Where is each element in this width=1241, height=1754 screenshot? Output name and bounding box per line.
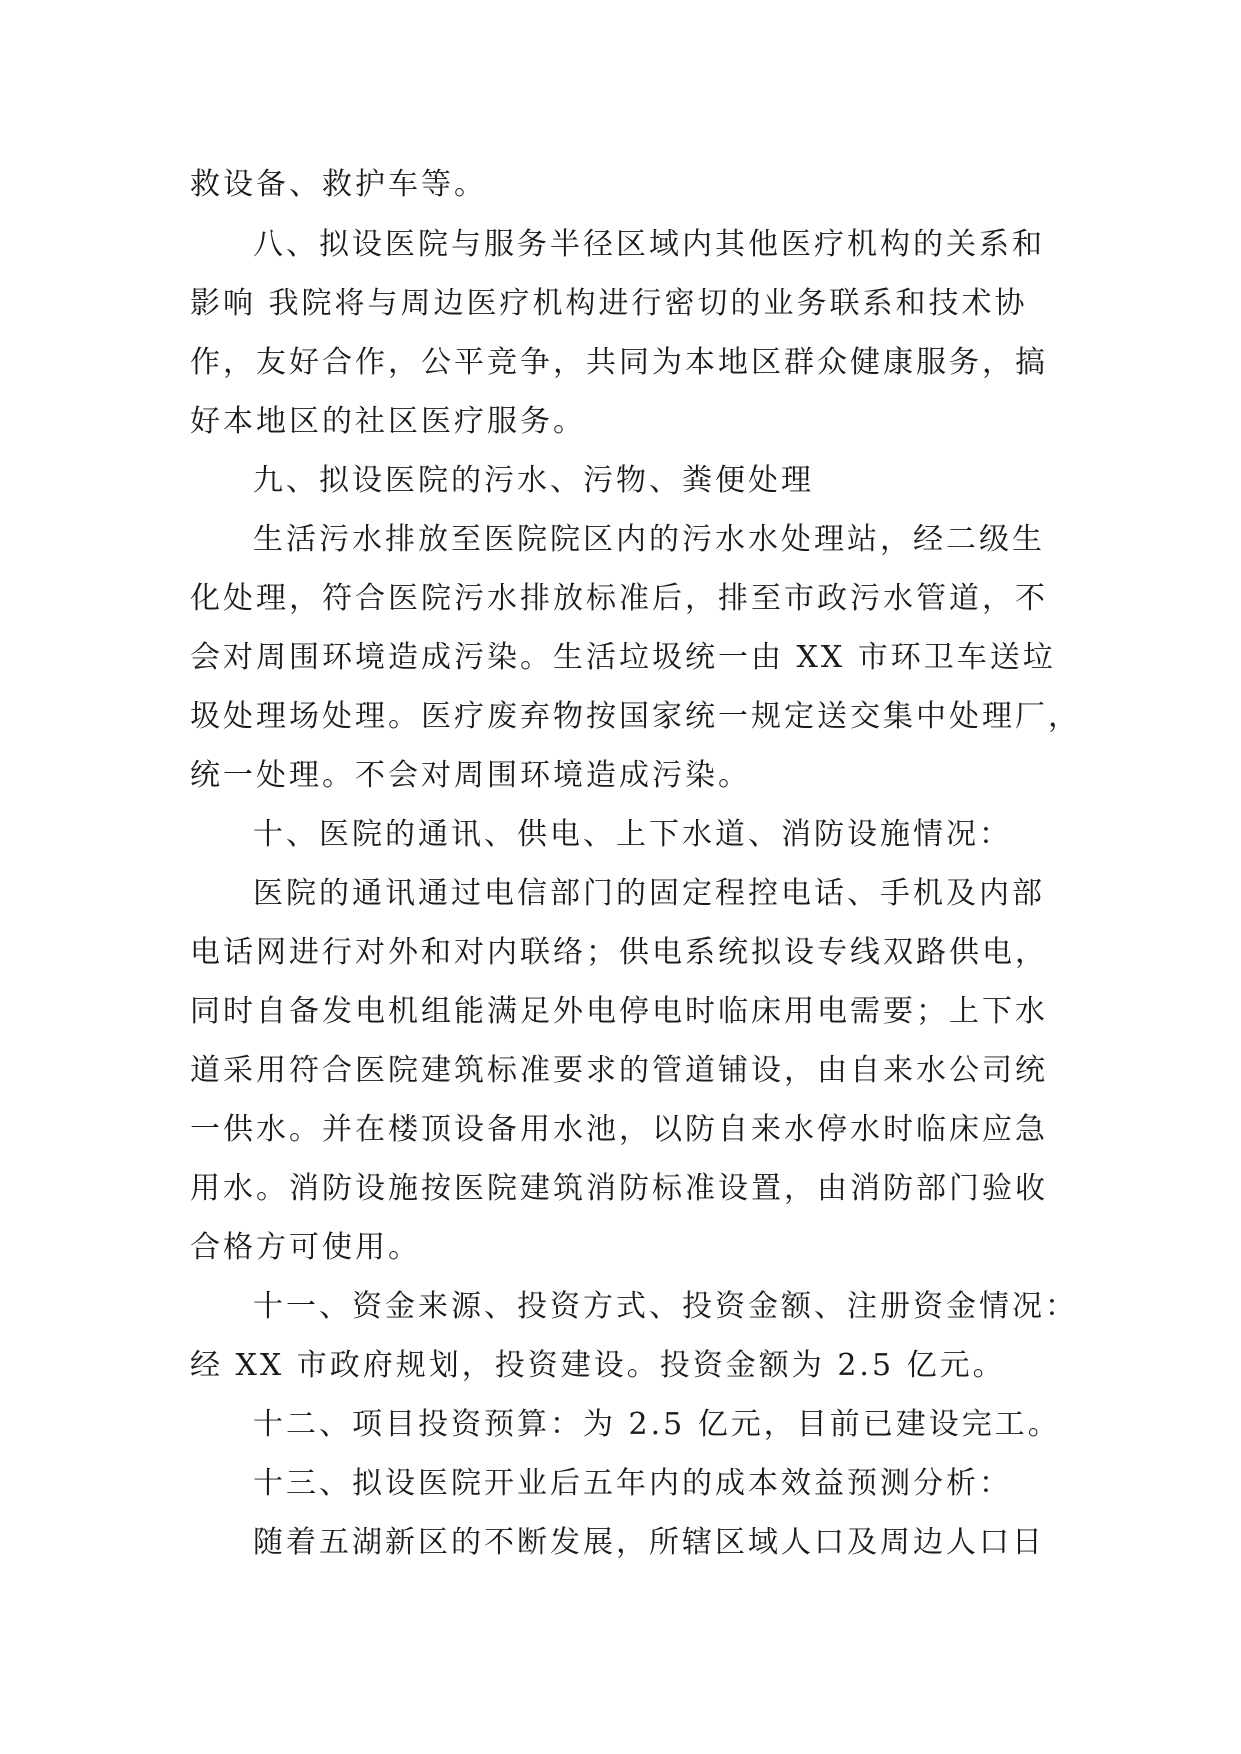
body-text-line: 救设备、救护车等。 — [190, 167, 487, 202]
body-text-line: 圾处理场处理。医疗废弃物按国家统一规定送交集中处理厂， — [190, 699, 1081, 734]
section-heading-12: 十二、项目投资预算：为 2.5 亿元，目前已建设完工。 — [253, 1407, 1061, 1442]
body-text-line: 医院的通讯通过电信部门的固定程控电话、手机及内部 — [253, 876, 1045, 911]
body-text-line: 好本地区的社区医疗服务。 — [190, 404, 586, 439]
section-heading-13: 十三、拟设医院开业后五年内的成本效益预测分析： — [253, 1466, 1012, 1501]
body-text-line: 电话网进行对外和对内联络；供电系统拟设专线双路供电， — [190, 935, 1048, 970]
body-text-line: 统一处理。不会对周围环境造成污染。 — [190, 758, 751, 793]
body-text-line: 用水。消防设施按医院建筑消防标准设置，由消防部门验收 — [190, 1171, 1048, 1206]
body-text-line: 作，友好合作，公平竞争，共同为本地区群众健康服务，搞 — [190, 345, 1048, 380]
body-text-line: 化处理，符合医院污水排放标准后，排至市政污水管道，不 — [190, 581, 1048, 616]
body-text-line: 会对周围环境造成污染。生活垃圾统一由 XX 市环卫车送垃 — [190, 640, 1056, 675]
body-text-line: 生活污水排放至医院院区内的污水水处理站，经二级生 — [253, 522, 1045, 557]
section-heading-10: 十、医院的通讯、供电、上下水道、消防设施情况： — [253, 817, 1012, 852]
section-heading-9: 九、拟设医院的污水、污物、粪便处理 — [253, 463, 814, 498]
section-heading-8: 八、拟设医院与服务半径区域内其他医疗机构的关系和 — [253, 227, 1045, 262]
body-text-line: 经 XX 市政府规划，投资建设。投资金额为 2.5 亿元。 — [190, 1348, 1006, 1383]
body-text-line: 影响 我院将与周边医疗机构进行密切的业务联系和技术协 — [190, 286, 1028, 321]
body-text-line: 道采用符合医院建筑标准要求的管道铺设，由自来水公司统 — [190, 1053, 1048, 1088]
body-text-line: 随着五湖新区的不断发展，所辖区域人口及周边人口日 — [253, 1525, 1045, 1560]
body-text-line: 同时自备发电机组能满足外电停电时临床用电需要；上下水 — [190, 994, 1048, 1029]
body-text-line: 一供水。并在楼顶设备用水池，以防自来水停水时临床应急 — [190, 1112, 1048, 1147]
body-text-line: 合格方可使用。 — [190, 1230, 421, 1265]
section-heading-11: 十一、资金来源、投资方式、投资金额、注册资金情况： — [253, 1289, 1078, 1324]
